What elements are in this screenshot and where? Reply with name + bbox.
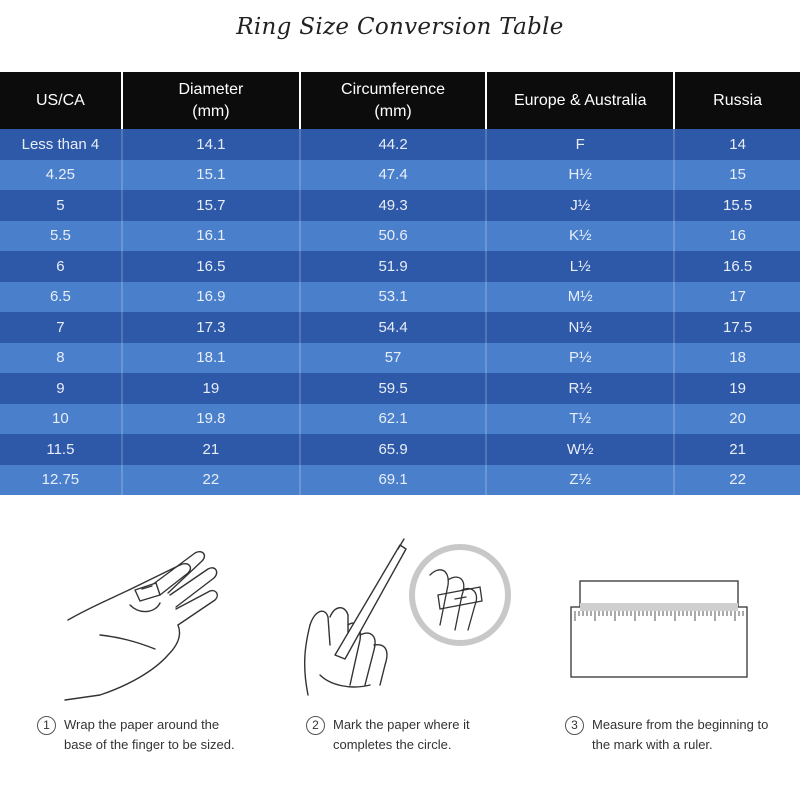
cell-europe-australia: Z½ <box>487 465 675 496</box>
cell-europe-australia: N½ <box>487 312 675 343</box>
table-row <box>0 129 800 160</box>
cell-diameter: 17.3 <box>123 312 301 343</box>
table-row <box>0 373 800 404</box>
cell-us-ca: 6.5 <box>0 282 123 313</box>
cell-circumference: 62.1 <box>301 404 487 435</box>
cell-diameter: 18.1 <box>123 343 301 374</box>
header-us-ca: US/CA <box>0 72 123 129</box>
cell-diameter: 15.1 <box>123 160 301 191</box>
cell-us-ca: 11.5 <box>0 434 123 465</box>
cell-us-ca: 10 <box>0 404 123 435</box>
cell-russia: 21 <box>729 440 746 458</box>
cell-circumference: 59.5 <box>301 373 487 404</box>
table-header-row <box>0 72 800 129</box>
cell-europe-australia: F <box>487 129 675 160</box>
table-row <box>0 282 800 313</box>
step-3-number: 3 <box>565 716 584 735</box>
cell-us-ca: 8 <box>0 343 123 374</box>
cell-russia: 17 <box>729 288 746 306</box>
hand-wrap-illustration <box>60 545 240 705</box>
cell-russia: 17.5 <box>723 318 753 336</box>
instructions-section <box>0 535 800 800</box>
cell-us-ca: 7 <box>0 312 123 343</box>
cell-diameter: 19.8 <box>123 404 301 435</box>
table-row <box>0 312 800 343</box>
cell-circumference: 69.1 <box>301 465 487 496</box>
ring-size-table <box>0 72 800 495</box>
table-row <box>0 434 800 465</box>
cell-russia: 20 <box>729 410 746 428</box>
cell-us-ca: 6 <box>0 251 123 282</box>
cell-russia: 16.5 <box>723 257 753 275</box>
cell-circumference: 53.1 <box>301 282 487 313</box>
cell-us-ca: Less than 4 <box>0 129 123 160</box>
cell-russia: 19 <box>729 379 746 397</box>
cell-us-ca: 4.25 <box>0 160 123 191</box>
cell-circumference: 65.9 <box>301 434 487 465</box>
cell-europe-australia: W½ <box>487 434 675 465</box>
cell-diameter: 16.1 <box>123 221 301 252</box>
mark-paper-illustration <box>290 535 515 705</box>
cell-russia: 22 <box>729 471 746 489</box>
step-1-number: 1 <box>37 716 56 735</box>
step-3-caption: 3 Measure from the beginning to the mark with a ruler. <box>565 715 797 759</box>
cell-diameter: 21 <box>123 434 301 465</box>
cell-europe-australia: P½ <box>487 343 675 374</box>
cell-europe-australia: L½ <box>487 251 675 282</box>
step-2-number: 2 <box>306 716 325 735</box>
cell-russia: 15 <box>729 166 746 184</box>
cell-circumference: 50.6 <box>301 221 487 252</box>
step-2-caption: 2 Mark the paper where it completes the circle. <box>306 715 536 759</box>
cell-russia: 18 <box>729 349 746 367</box>
cell-europe-australia: K½ <box>487 221 675 252</box>
cell-diameter: 16.9 <box>123 282 301 313</box>
header-circumference: Circumference (mm) <box>301 72 487 129</box>
header-europe-australia: Europe & Australia <box>487 72 675 129</box>
cell-europe-australia: T½ <box>487 404 675 435</box>
cell-us-ca: 9 <box>0 373 123 404</box>
step-1-caption: 1 Wrap the paper around the base of the finger to be sized. <box>37 715 277 759</box>
ruler-illustration <box>565 575 755 685</box>
cell-diameter: 22 <box>123 465 301 496</box>
cell-us-ca: 5 <box>0 190 123 221</box>
cell-circumference: 47.4 <box>301 160 487 191</box>
cell-diameter: 19 <box>123 373 301 404</box>
table-row <box>0 190 800 221</box>
cell-europe-australia: R½ <box>487 373 675 404</box>
table-row <box>0 465 800 496</box>
cell-circumference: 44.2 <box>301 129 487 160</box>
cell-circumference: 51.9 <box>301 251 487 282</box>
cell-circumference: 49.3 <box>301 190 487 221</box>
cell-us-ca: 5.5 <box>0 221 123 252</box>
cell-diameter: 15.7 <box>123 190 301 221</box>
table-row <box>0 404 800 435</box>
cell-europe-australia: J½ <box>487 190 675 221</box>
cell-russia: 14 <box>729 135 746 153</box>
page-title: Ring Size Conversion Table <box>236 14 564 40</box>
cell-europe-australia: H½ <box>487 160 675 191</box>
cell-diameter: 14.1 <box>123 129 301 160</box>
cell-russia: 15.5 <box>723 196 753 214</box>
header-russia: Russia <box>713 91 763 109</box>
cell-circumference: 54.4 <box>301 312 487 343</box>
table-row <box>0 251 800 282</box>
cell-russia: 16 <box>729 227 746 245</box>
table-row <box>0 221 800 252</box>
table-body <box>0 129 800 495</box>
cell-europe-australia: M½ <box>487 282 675 313</box>
table-row <box>0 343 800 374</box>
cell-circumference: 57 <box>301 343 487 374</box>
header-diameter: Diameter (mm) <box>123 72 301 129</box>
cell-diameter: 16.5 <box>123 251 301 282</box>
table-row <box>0 160 800 191</box>
cell-us-ca: 12.75 <box>0 465 123 496</box>
